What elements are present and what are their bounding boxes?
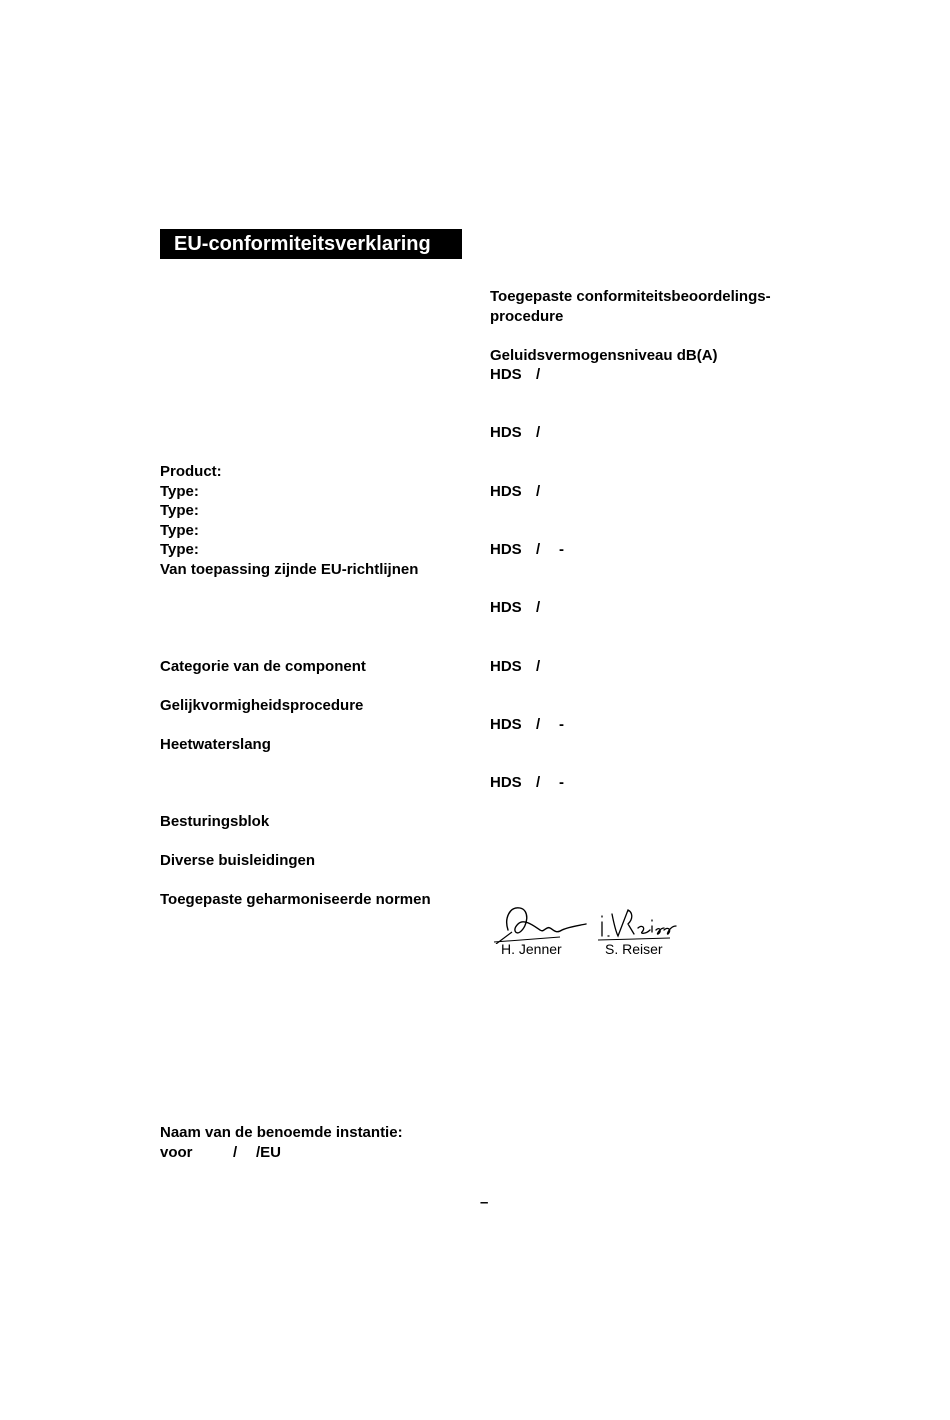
hds-label: HDS bbox=[490, 366, 522, 383]
hds-slash: / bbox=[536, 424, 541, 441]
directives-label: Van toepassing zijnde EU-richtlijnen bbox=[160, 561, 419, 578]
hds-slash: / bbox=[536, 366, 541, 383]
hds-label: HDS bbox=[490, 541, 522, 558]
hds-slash: / bbox=[536, 541, 541, 558]
signatures-block bbox=[490, 900, 680, 960]
control-block-label: Besturingsblok bbox=[160, 813, 270, 830]
hds-row-6 bbox=[490, 657, 541, 676]
hds-row-5 bbox=[490, 598, 541, 617]
hds-slash: / bbox=[536, 483, 541, 500]
hds-dash: - bbox=[559, 541, 564, 558]
hds-row-1 bbox=[490, 365, 541, 384]
voor-eu: /EU bbox=[256, 1144, 282, 1161]
type-label-2: Type: bbox=[160, 502, 199, 519]
signature-jenner-handwriting bbox=[490, 900, 590, 944]
assessment-procedure-line1: Toegepaste conformiteitsbeoordelings- bbox=[490, 288, 771, 305]
page-title: EU-conformiteitsverklaring bbox=[160, 229, 462, 259]
signer-name-jenner: H. Jenner bbox=[501, 941, 562, 957]
conformity-procedure-label: Gelijkvormigheidsprocedure bbox=[160, 697, 364, 714]
hds-label: HDS bbox=[490, 716, 522, 733]
hds-row-2 bbox=[490, 423, 541, 442]
type-label-4: Type: bbox=[160, 541, 199, 558]
sound-power-label: Geluidsvermogensniveau dB(A) bbox=[490, 347, 718, 364]
hds-label: HDS bbox=[490, 599, 522, 616]
type-label-1: Type: bbox=[160, 483, 199, 500]
voor-slash: / bbox=[233, 1144, 238, 1161]
hot-water-hose-label: Heetwaterslang bbox=[160, 736, 271, 753]
assessment-procedure-line2: procedure bbox=[490, 308, 564, 325]
signer-name-reiser: S. Reiser bbox=[605, 941, 663, 957]
harmonized-standards-label: Toegepaste geharmoniseerde normen bbox=[160, 891, 431, 908]
hds-dash: - bbox=[559, 716, 564, 733]
hds-row-7 bbox=[490, 715, 564, 734]
voor-text: voor bbox=[160, 1144, 193, 1161]
component-category-label: Categorie van de component bbox=[160, 658, 366, 675]
hds-slash: / bbox=[536, 599, 541, 616]
hds-row-4 bbox=[490, 540, 564, 559]
hds-row-3 bbox=[490, 482, 541, 501]
hds-slash: / bbox=[536, 774, 541, 791]
page-marker: – bbox=[480, 1194, 489, 1211]
voor-line bbox=[160, 1143, 282, 1162]
type-label-3: Type: bbox=[160, 522, 199, 539]
product-label: Product: bbox=[160, 463, 222, 480]
hds-label: HDS bbox=[490, 658, 522, 675]
hds-slash: / bbox=[536, 658, 541, 675]
signature-reiser-handwriting bbox=[598, 900, 678, 944]
hds-label: HDS bbox=[490, 424, 522, 441]
hds-label: HDS bbox=[490, 483, 522, 500]
hds-slash: / bbox=[536, 716, 541, 733]
hds-row-8 bbox=[490, 773, 564, 792]
hds-dash: - bbox=[559, 774, 564, 791]
notified-body-label: Naam van de benoemde instantie: bbox=[160, 1124, 403, 1141]
piping-label: Diverse buisleidingen bbox=[160, 852, 316, 869]
hds-label: HDS bbox=[490, 774, 522, 791]
